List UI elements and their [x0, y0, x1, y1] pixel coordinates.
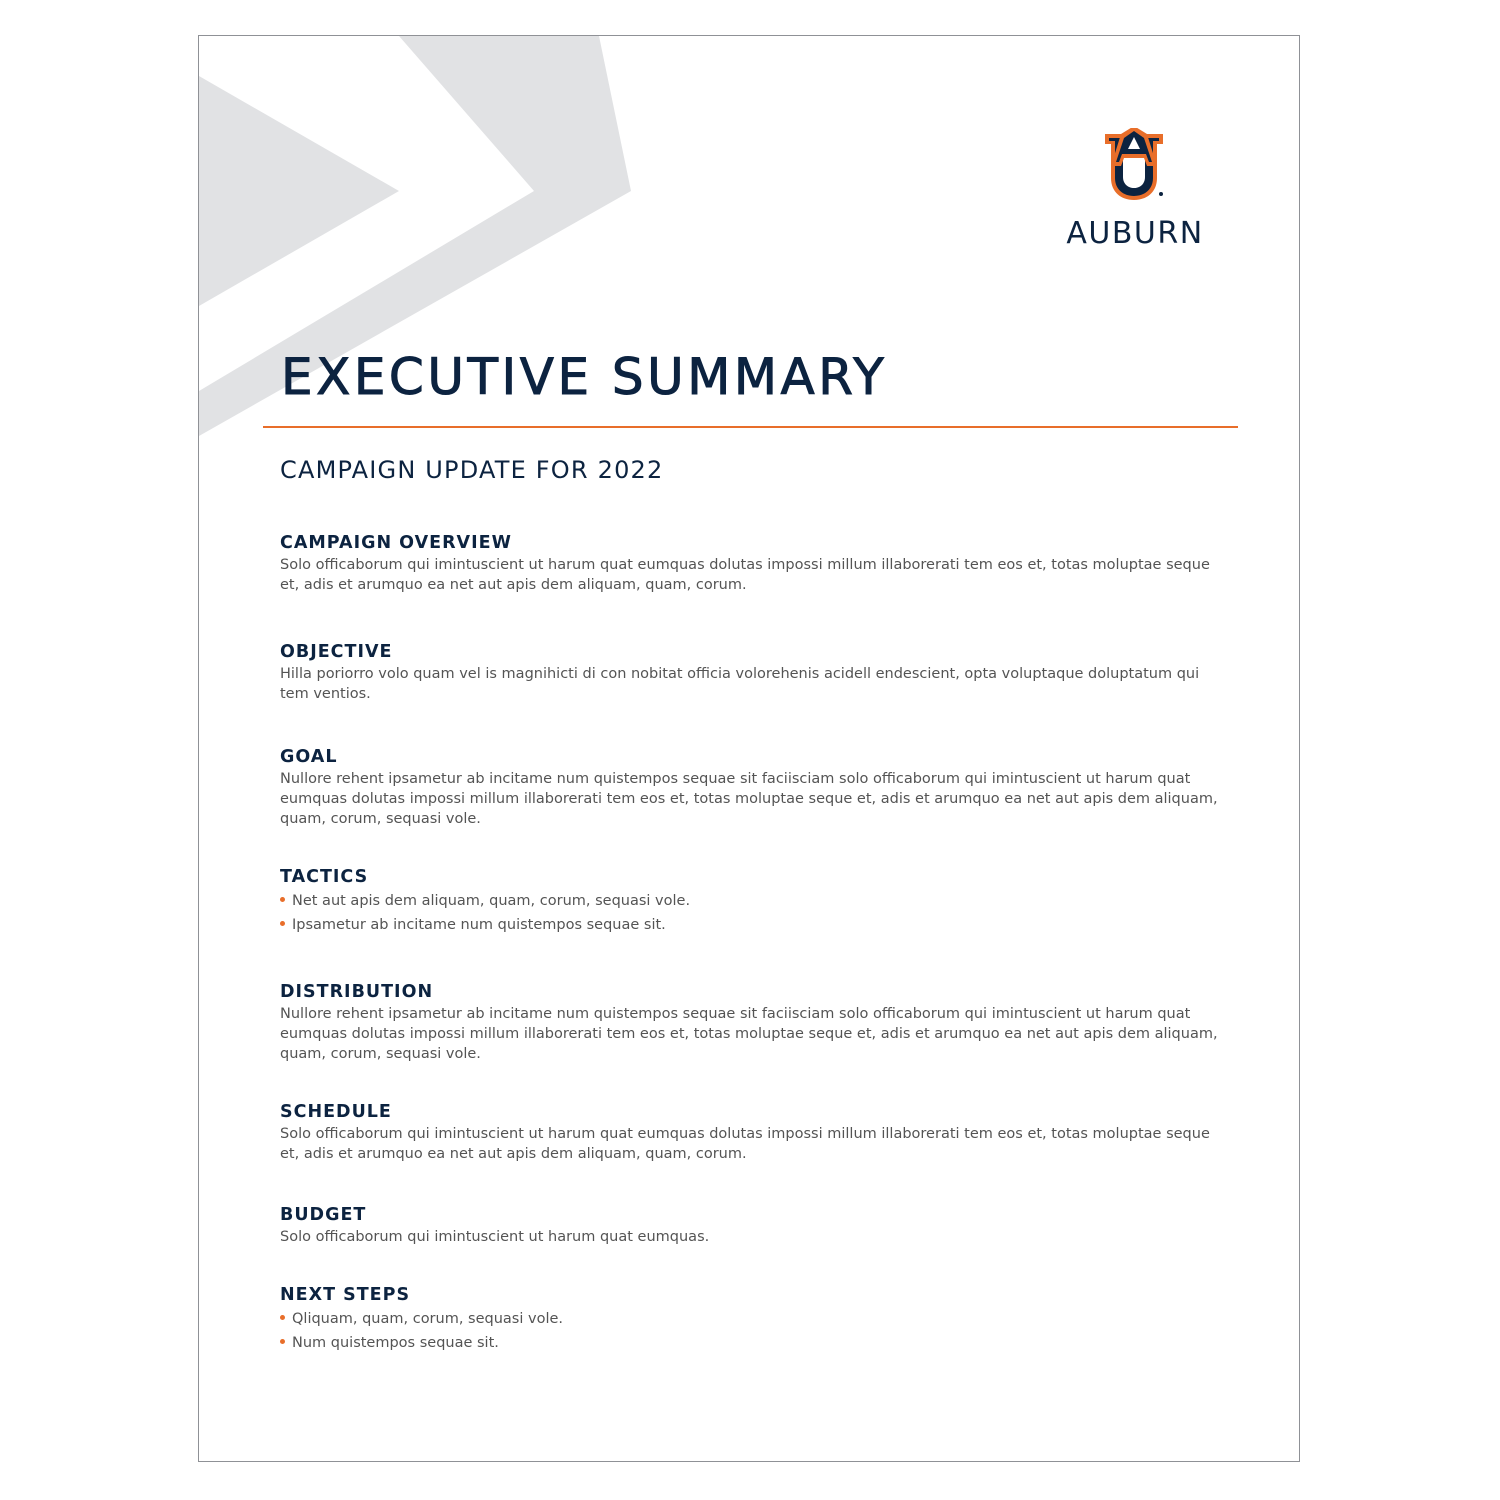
- list-item-text: Qliquam, quam, corum, sequasi vole.: [292, 1311, 564, 1327]
- bullet-icon: [280, 1339, 285, 1344]
- section-heading: BUDGET: [280, 1205, 367, 1225]
- section-campaign-overview: [280, 533, 1230, 595]
- list-item-text: Net aut apis dem aliquam, quam, corum, sequasi vole.: [292, 893, 691, 909]
- section-heading: TACTICS: [280, 867, 369, 887]
- au-logo-mark-icon: [1091, 128, 1177, 204]
- section-goal: [280, 747, 1230, 829]
- chevron-shape-inner: [199, 76, 399, 306]
- section-body: Hilla poriorro volo quam vel is magnihicti di con nobitat officia volorehenis acidell endescient, opta voluptaque doluptatum qui tem ventios.: [280, 666, 1200, 702]
- section-budget: [280, 1205, 1230, 1247]
- title-divider: [263, 426, 1238, 428]
- section-objective: [280, 642, 1230, 704]
- section-body: Solo officaborum qui imintuscient ut harum quat eumquas dolutas impossi millum illaborerati tem eos et, totas moluptae seque et, adis et arumquo ea net aut apis dem aliquam, quam, corum.: [280, 557, 1210, 593]
- bullet-icon: [280, 897, 285, 902]
- section-body: Solo officaborum qui imintuscient ut harum quat eumquas dolutas impossi millum illaborerati tem eos et, totas moluptae seque et, adis et arumquo ea net aut apis dem aliquam, quam, corum.: [280, 1126, 1210, 1162]
- bullet-icon: [280, 921, 285, 926]
- section-next-steps: [280, 1285, 1230, 1355]
- section-distribution: [280, 982, 1230, 1064]
- section-heading: CAMPAIGN OVERVIEW: [280, 533, 512, 553]
- list-item: [280, 1331, 1230, 1355]
- section-body: Solo officaborum qui imintuscient ut harum quat eumquas.: [280, 1229, 710, 1245]
- section-schedule: [280, 1102, 1230, 1164]
- list-item: [280, 913, 1230, 937]
- section-heading: DISTRIBUTION: [280, 982, 434, 1002]
- auburn-wordmark: AUBURN: [1066, 216, 1204, 251]
- page-subtitle: CAMPAIGN UPDATE FOR 2022: [280, 456, 664, 484]
- section-heading: GOAL: [280, 747, 338, 767]
- tactics-list: [280, 889, 1230, 937]
- list-item-text: Ipsametur ab incitame num quistempos sequae sit.: [292, 917, 666, 933]
- section-tactics: [280, 867, 1230, 937]
- document-page: [198, 35, 1300, 1462]
- section-body: Nullore rehent ipsametur ab incitame num quistempos sequae sit faciisciam solo officaborum qui imintuscient ut harum quat eumquas dolutas impossi millum illaborerati tem eos et, totas moluptae seque et, adis et arumquo ea net aut apis dem aliquam, quam, corum, sequasi vole.: [280, 771, 1218, 827]
- page-title: EXECUTIVE SUMMARY: [281, 348, 888, 406]
- list-item: [280, 889, 1230, 913]
- next-steps-list: [280, 1307, 1230, 1355]
- section-heading: OBJECTIVE: [280, 642, 393, 662]
- section-body: Nullore rehent ipsametur ab incitame num quistempos sequae sit faciisciam solo officaborum qui imintuscient ut harum quat eumquas dolutas impossi millum illaborerati tem eos et, totas moluptae seque et, adis et arumquo ea net aut apis dem aliquam, quam, corum, sequasi vole.: [280, 1006, 1218, 1062]
- section-heading: SCHEDULE: [280, 1102, 392, 1122]
- bullet-icon: [280, 1315, 285, 1320]
- list-item-text: Num quistempos sequae sit.: [292, 1335, 499, 1351]
- list-item: [280, 1307, 1230, 1331]
- auburn-logo: [1045, 128, 1225, 258]
- section-heading: NEXT STEPS: [280, 1285, 411, 1305]
